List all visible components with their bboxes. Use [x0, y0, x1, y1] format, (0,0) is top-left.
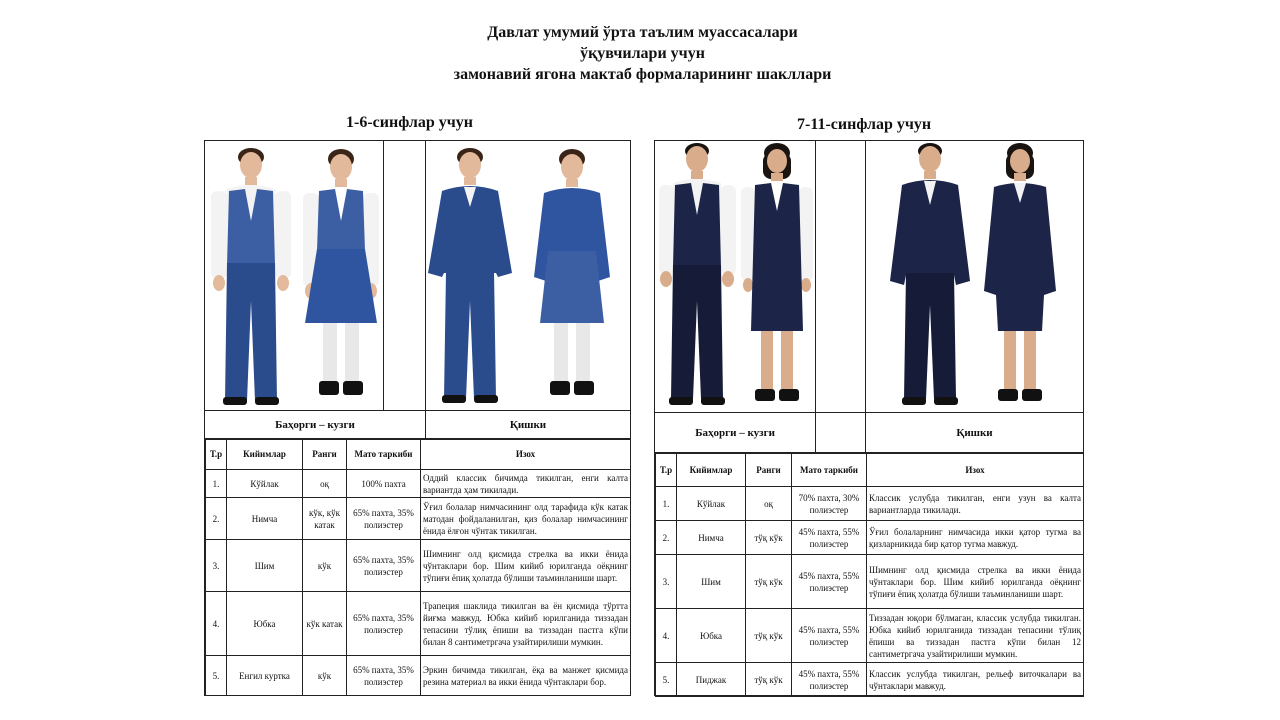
row-fabric: 45% пахта, 55% полиэстер [792, 663, 867, 697]
row-note: Эркин бичимда тикилган, ёқа ва манжет қисмида резина материал ва икки ёнида чўнтаклари бор. [421, 656, 631, 696]
row-item: Нимча [677, 521, 746, 555]
document-title [340, 22, 945, 85]
senior-col-note: Изох [867, 454, 1084, 487]
senior-season-winter: Қишки [956, 426, 993, 439]
junior-heading: 1-6-синфлар учун [346, 114, 473, 131]
table-row [206, 498, 631, 540]
table-row [206, 540, 631, 592]
senior-winter-photo [866, 141, 1083, 412]
row-number: 5. [206, 656, 227, 696]
junior-spacer-cell [384, 141, 426, 410]
row-item: Пиджак [677, 663, 746, 697]
senior-photo-row [655, 141, 1083, 413]
row-fabric: 65% пахта, 35% полиэстер [347, 540, 421, 592]
row-note: Шимнинг олд қисмида стрелка ва икки ёнида чўнтаклари бор. Шим кийиб юрилганда оёқнинг тўпиғи ёпиқ ҳолатда бўлиши таъминланиши шарт. [867, 555, 1084, 609]
junior-spec-table [205, 439, 631, 696]
title-line-2: ўқувчилари учун [580, 45, 705, 62]
senior-season-row [655, 413, 1083, 453]
junior-col-color: Ранги [303, 440, 347, 470]
row-note: Ўғил болаларнинг нимчасида икки қатор тугма ва қизларникида бир қатор тугма мавжуд. [867, 521, 1084, 555]
junior-winter-photo [426, 141, 630, 410]
row-color: оқ [303, 470, 347, 498]
table-row [656, 555, 1084, 609]
senior-spec-table [655, 453, 1084, 697]
row-note: Классик услубда тикилган, енги узун ва калта вариантларда тикилади. [867, 487, 1084, 521]
junior-boy-spring-figure [211, 148, 291, 405]
row-color: тўқ кўк [746, 609, 792, 663]
table-row [656, 487, 1084, 521]
senior-spacer-cell [816, 141, 866, 412]
row-item: Кўйлак [227, 470, 303, 498]
row-color: кўк катак [303, 592, 347, 656]
junior-col-number: Т.р [206, 440, 227, 470]
row-fabric: 65% пахта, 35% полиэстер [347, 656, 421, 696]
row-item: Нимча [227, 498, 303, 540]
row-color: кўк [303, 540, 347, 592]
row-color: тўқ кўк [746, 663, 792, 697]
row-note: Классик услубда тикилган, рельеф виточкалари ва чўнтаклари мавжуд. [867, 663, 1084, 697]
row-color: тўқ кўк [746, 555, 792, 609]
row-note: Шимнинг олд қисмида стрелка ва икки ёнида чўнтаклари бор. Шим кийиб юрилганда оёқнинг тўпиғи ёпиқ ҳолатда бўлиши таъминланиши шарт. [421, 540, 631, 592]
senior-panel [654, 140, 1084, 696]
row-fabric: 45% пахта, 55% полиэстер [792, 555, 867, 609]
title-line-3: замонавий ягона мактаб формаларининг шакллари [453, 66, 832, 83]
row-number: 1. [656, 487, 677, 521]
row-item: Юбка [677, 609, 746, 663]
row-fabric: 45% пахта, 55% полиэстер [792, 521, 867, 555]
senior-winter-illustration [866, 141, 1083, 412]
senior-girl-spring-figure [741, 143, 813, 401]
junior-col-fabric: Мато таркиби [347, 440, 421, 470]
table-row [206, 656, 631, 696]
table-row [206, 592, 631, 656]
junior-season-row [205, 411, 630, 439]
junior-winter-illustration [426, 141, 630, 410]
row-number: 2. [206, 498, 227, 540]
senior-table-header [656, 454, 1084, 487]
senior-col-color: Ранги [746, 454, 792, 487]
row-number: 4. [656, 609, 677, 663]
junior-boy-winter-figure [428, 148, 512, 403]
senior-col-fabric: Мато таркиби [792, 454, 867, 487]
row-note: Тиззадан юқори бўлмаган, классик услубда тикилган. Юбка кийиб юрилганида тиззадан тепасини тўлиқ ёпиши ва тиззадан пастга кўпи билан 12 сантиметргача узайтирилиши мумкин. [867, 609, 1084, 663]
row-fabric: 65% пахта, 35% полиэстер [347, 592, 421, 656]
senior-spring-illustration [655, 141, 816, 412]
row-item: Енгил куртка [227, 656, 303, 696]
row-number: 4. [206, 592, 227, 656]
junior-girl-winter-figure [534, 149, 610, 395]
junior-panel [204, 140, 631, 696]
row-item: Юбка [227, 592, 303, 656]
row-color: кўк [303, 656, 347, 696]
table-row [656, 609, 1084, 663]
table-row [206, 470, 631, 498]
title-line-1: Давлат умумий ўрта таълим муассасалари [487, 24, 798, 41]
row-color: кўк, кўк катак [303, 498, 347, 540]
senior-season-spacer [816, 413, 866, 452]
row-color: тўқ кўк [746, 521, 792, 555]
table-row [656, 521, 1084, 555]
row-fabric: 45% пахта, 55% полиэстер [792, 609, 867, 663]
senior-spring-photo [655, 141, 816, 412]
senior-girl-winter-figure [984, 143, 1056, 401]
row-note: Оддий классик бичимда тикилган, енги калта вариантда ҳам тикилади. [421, 470, 631, 498]
row-fabric: 65% пахта, 35% полиэстер [347, 498, 421, 540]
row-number: 3. [656, 555, 677, 609]
junior-col-note: Изох [421, 440, 631, 470]
junior-photo-row [205, 141, 630, 411]
row-note: Трапеция шаклида тикилган ва ён қисмида тўртта йиғма мавжуд. Юбка кийиб юрилганида тиззадан тепасини тўлиқ ёпиши ва тиззадан пастга кўпи билан 8 сантиметргача узайтирилиши мумкин. [421, 592, 631, 656]
senior-heading: 7-11-синфлар учун [797, 116, 932, 133]
row-fabric: 70% пахта, 30% полиэстер [792, 487, 867, 521]
junior-season-winter: Қишки [509, 418, 547, 431]
row-item: Шим [227, 540, 303, 592]
junior-spring-illustration [205, 141, 384, 410]
row-color: оқ [746, 487, 792, 521]
senior-boy-winter-figure [890, 143, 970, 405]
row-fabric: 100% пахта [347, 470, 421, 498]
row-note: Ўғил болалар нимчасининг олд тарафида кўк катак матодан фойдаланилган, қиз болалар нимчасининг ёнида ёлғон чўнтак тикилган. [421, 498, 631, 540]
row-item: Кўйлак [677, 487, 746, 521]
row-number: 5. [656, 663, 677, 697]
senior-col-item: Кийимлар [677, 454, 746, 487]
row-number: 2. [656, 521, 677, 555]
junior-spring-photo [205, 141, 384, 410]
junior-table-header [206, 440, 631, 470]
row-number: 1. [206, 470, 227, 498]
senior-boy-spring-figure [659, 143, 736, 405]
senior-col-number: Т.р [656, 454, 677, 487]
row-number: 3. [206, 540, 227, 592]
table-row [656, 663, 1084, 697]
senior-season-spring: Баҳорги – кузги [655, 413, 816, 452]
junior-girl-spring-figure [303, 149, 379, 395]
junior-season-spring: Баҳорги – кузги [205, 411, 426, 438]
row-item: Шим [677, 555, 746, 609]
junior-col-item: Кийимлар [227, 440, 303, 470]
